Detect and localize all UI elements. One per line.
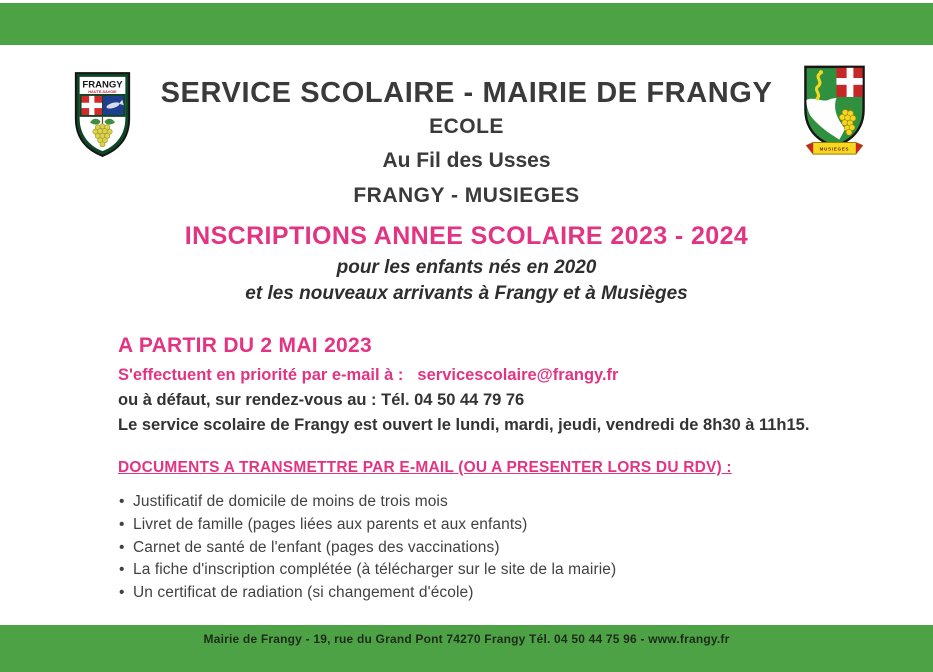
musieges-banner-label: MUSIEGES xyxy=(819,146,850,152)
phone-line: ou à défaut, sur rendez-vous au : Tél. 04 50 44 79 76 xyxy=(118,391,525,409)
document-list-item: • La fiche d'inscription complétée (à télécharger sur le site de la mairie) xyxy=(118,559,732,582)
header-block xyxy=(0,77,933,306)
document-list-item: • Carnet de santé de l'enfant (pages des vaccinations) xyxy=(118,537,732,560)
document-list-item: • Un certificat de radiation (si changement d'école) xyxy=(118,582,732,605)
hours-line: Le service scolaire de Frangy est ouvert le lundi, mardi, jeudi, vendredi de 8h30 à 11h15. xyxy=(118,416,810,434)
bottom-green-bar xyxy=(0,625,933,672)
subtitle-line-1: pour les enfants nés en 2020 xyxy=(336,257,597,278)
document-list-item: • Livret de famille (pages liées aux parents et aux enfants) xyxy=(118,514,732,537)
frangy-crest-region: HAUTE-SAVOIE xyxy=(88,89,117,94)
school-label: ECOLE xyxy=(429,115,504,138)
footer-address: Mairie de Frangy - 19, rue du Grand Pont 74270 Frangy Tél. 04 50 44 75 96 - www.frangy.fr xyxy=(203,632,730,646)
school-name: Au Fil des Usses xyxy=(382,149,551,172)
subtitle-line-2: et les nouveaux arrivants à Frangy et à Musièges xyxy=(245,283,688,304)
email-line-prefix: S'effectuent en priorité par e-mail à : xyxy=(118,366,404,384)
documents-list xyxy=(118,491,732,605)
documents-heading: DOCUMENTS A TRANSMETTRE PAR E-MAIL (OU A PRESENTER LORS DU RDV) : xyxy=(118,459,732,476)
start-date: A PARTIR DU 2 MAI 2023 xyxy=(118,334,372,357)
page-title: SERVICE SCOLAIRE - MAIRIE DE FRANGY xyxy=(160,77,773,109)
frangy-crest-title: FRANGY xyxy=(82,79,123,91)
document-list-item: • Justificatif de domicile de moins de trois mois xyxy=(118,491,732,514)
towns-label: FRANGY - MUSIEGES xyxy=(353,184,580,207)
documents-section xyxy=(118,458,732,605)
email-address: servicescolaire@frangy.fr xyxy=(417,366,619,384)
details-block xyxy=(118,333,809,436)
inscriptions-title: INSCRIPTIONS ANNEE SCOLAIRE 2023 - 2024 xyxy=(184,222,749,250)
top-green-bar xyxy=(0,3,933,45)
email-line xyxy=(118,364,809,386)
